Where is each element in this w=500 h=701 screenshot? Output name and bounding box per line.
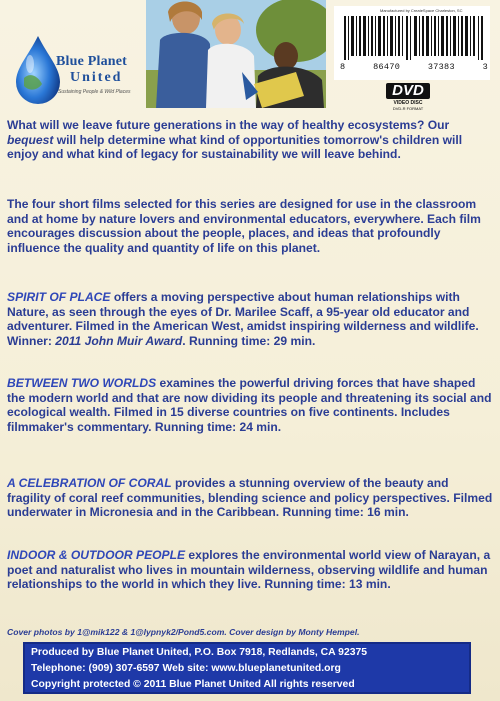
footer-contact: Telephone: (909) 307-6597 Web site: www.blueplanetunited.org bbox=[31, 663, 341, 674]
barcode-digit-group: 3 bbox=[482, 62, 488, 72]
dvd-format-label: DVD-R FORMAT bbox=[392, 106, 424, 111]
film-running-time: . Running time: 29 min. bbox=[182, 333, 316, 348]
film-description: provides a stunning overview of the beauty and fragility of coral reef communities, blending science and policy perspectives. Filmed underwater in Micronesia and in the Caribbean. Running time: 16 min. bbox=[7, 476, 493, 520]
manufacturer-note: Manufactured by CreateSpace Charleston, SC bbox=[380, 8, 463, 13]
footer-address: Produced by Blue Planet United, P.O. Box 7918, Redlands, CA 92375 bbox=[31, 647, 368, 658]
film-spirit-of-place bbox=[7, 290, 495, 348]
dvd-format-logo bbox=[368, 82, 448, 111]
intro-paragraph bbox=[7, 118, 495, 162]
film-description: explores the environmental world view of Narayan, a poet and naturalist who lives in mountain wilderness, observing wildlife and human relationships to the world in which they live. Running time: 13 min. bbox=[7, 548, 491, 592]
brand-name-line1: Blue Planet bbox=[56, 54, 128, 69]
barcode-digits bbox=[340, 62, 488, 72]
film-between-two-worlds bbox=[7, 376, 495, 434]
film-indoor-outdoor-people bbox=[7, 548, 495, 592]
family-photo bbox=[146, 0, 326, 108]
film-award: 2011 John Muir Award bbox=[55, 333, 183, 348]
film-title: SPIRIT OF PLACE bbox=[7, 290, 111, 304]
cover-credits: Cover photos by 1@mik122 & 1@lypnyk2/Pond5.com. Cover design by Monty Hempel. bbox=[7, 627, 360, 637]
barcode-digit-group: 86470 bbox=[373, 62, 401, 72]
barcode-digit-group: 8 bbox=[340, 62, 346, 72]
film-title: A CELEBRATION OF CORAL bbox=[7, 476, 172, 490]
intro-text: will help determine what kind of opportunities tomorrow's children will enjoy and what kind of legacy for sustainability we will leave behind. bbox=[7, 132, 463, 162]
dvd-video-disc-label: VIDEO DISC bbox=[393, 100, 423, 106]
footer-copyright: Copyright protected © 2011 Blue Planet United All rights reserved bbox=[31, 679, 355, 690]
intro-text: What will we leave future generations in the way of healthy ecosystems? Our bbox=[7, 118, 450, 132]
brand-name-line2: United bbox=[70, 70, 123, 85]
film-title: BETWEEN TWO WORLDS bbox=[7, 376, 157, 390]
brand-tagline: Sustaining People & Wild Places bbox=[58, 89, 131, 95]
series-paragraph: The four short films selected for this series are designed for use in the classroom and at home by nature lovers and environmental educators, everywhere. Each film encourages discussion about the people, places, and ideas that profoundly influence the quality and quantity of life on this planet. bbox=[7, 197, 481, 255]
family-photo-illustration bbox=[146, 0, 326, 108]
dvd-logo-text: DVD bbox=[386, 83, 430, 99]
film-celebration-of-coral bbox=[7, 476, 495, 520]
film-title: INDOOR & OUTDOOR PEOPLE bbox=[7, 548, 186, 562]
film-description: offers a moving perspective about human relationships with Nature, as seen through the eyes of Dr. Marilee Scaff, a 95-year old educator and adventurer. Filmed in the American West, amidst inspiring wilderness and wildlife. Winner: bbox=[7, 290, 479, 348]
barcode-digit-group: 37383 bbox=[427, 62, 455, 72]
barcode bbox=[334, 6, 490, 80]
barcode-bars bbox=[344, 16, 484, 60]
blue-planet-united-logo bbox=[8, 30, 138, 110]
film-description: examines the powerful driving forces that have shaped the modern world and that are now dividing its people and threatening its social and ecological wealth. Filmed in 15 diverse countries on five continents. Includes filmmaker's commentary. Running time: 24 min. bbox=[7, 376, 492, 434]
intro-emphasis: bequest bbox=[7, 132, 54, 147]
producer-footer-box bbox=[23, 642, 471, 694]
